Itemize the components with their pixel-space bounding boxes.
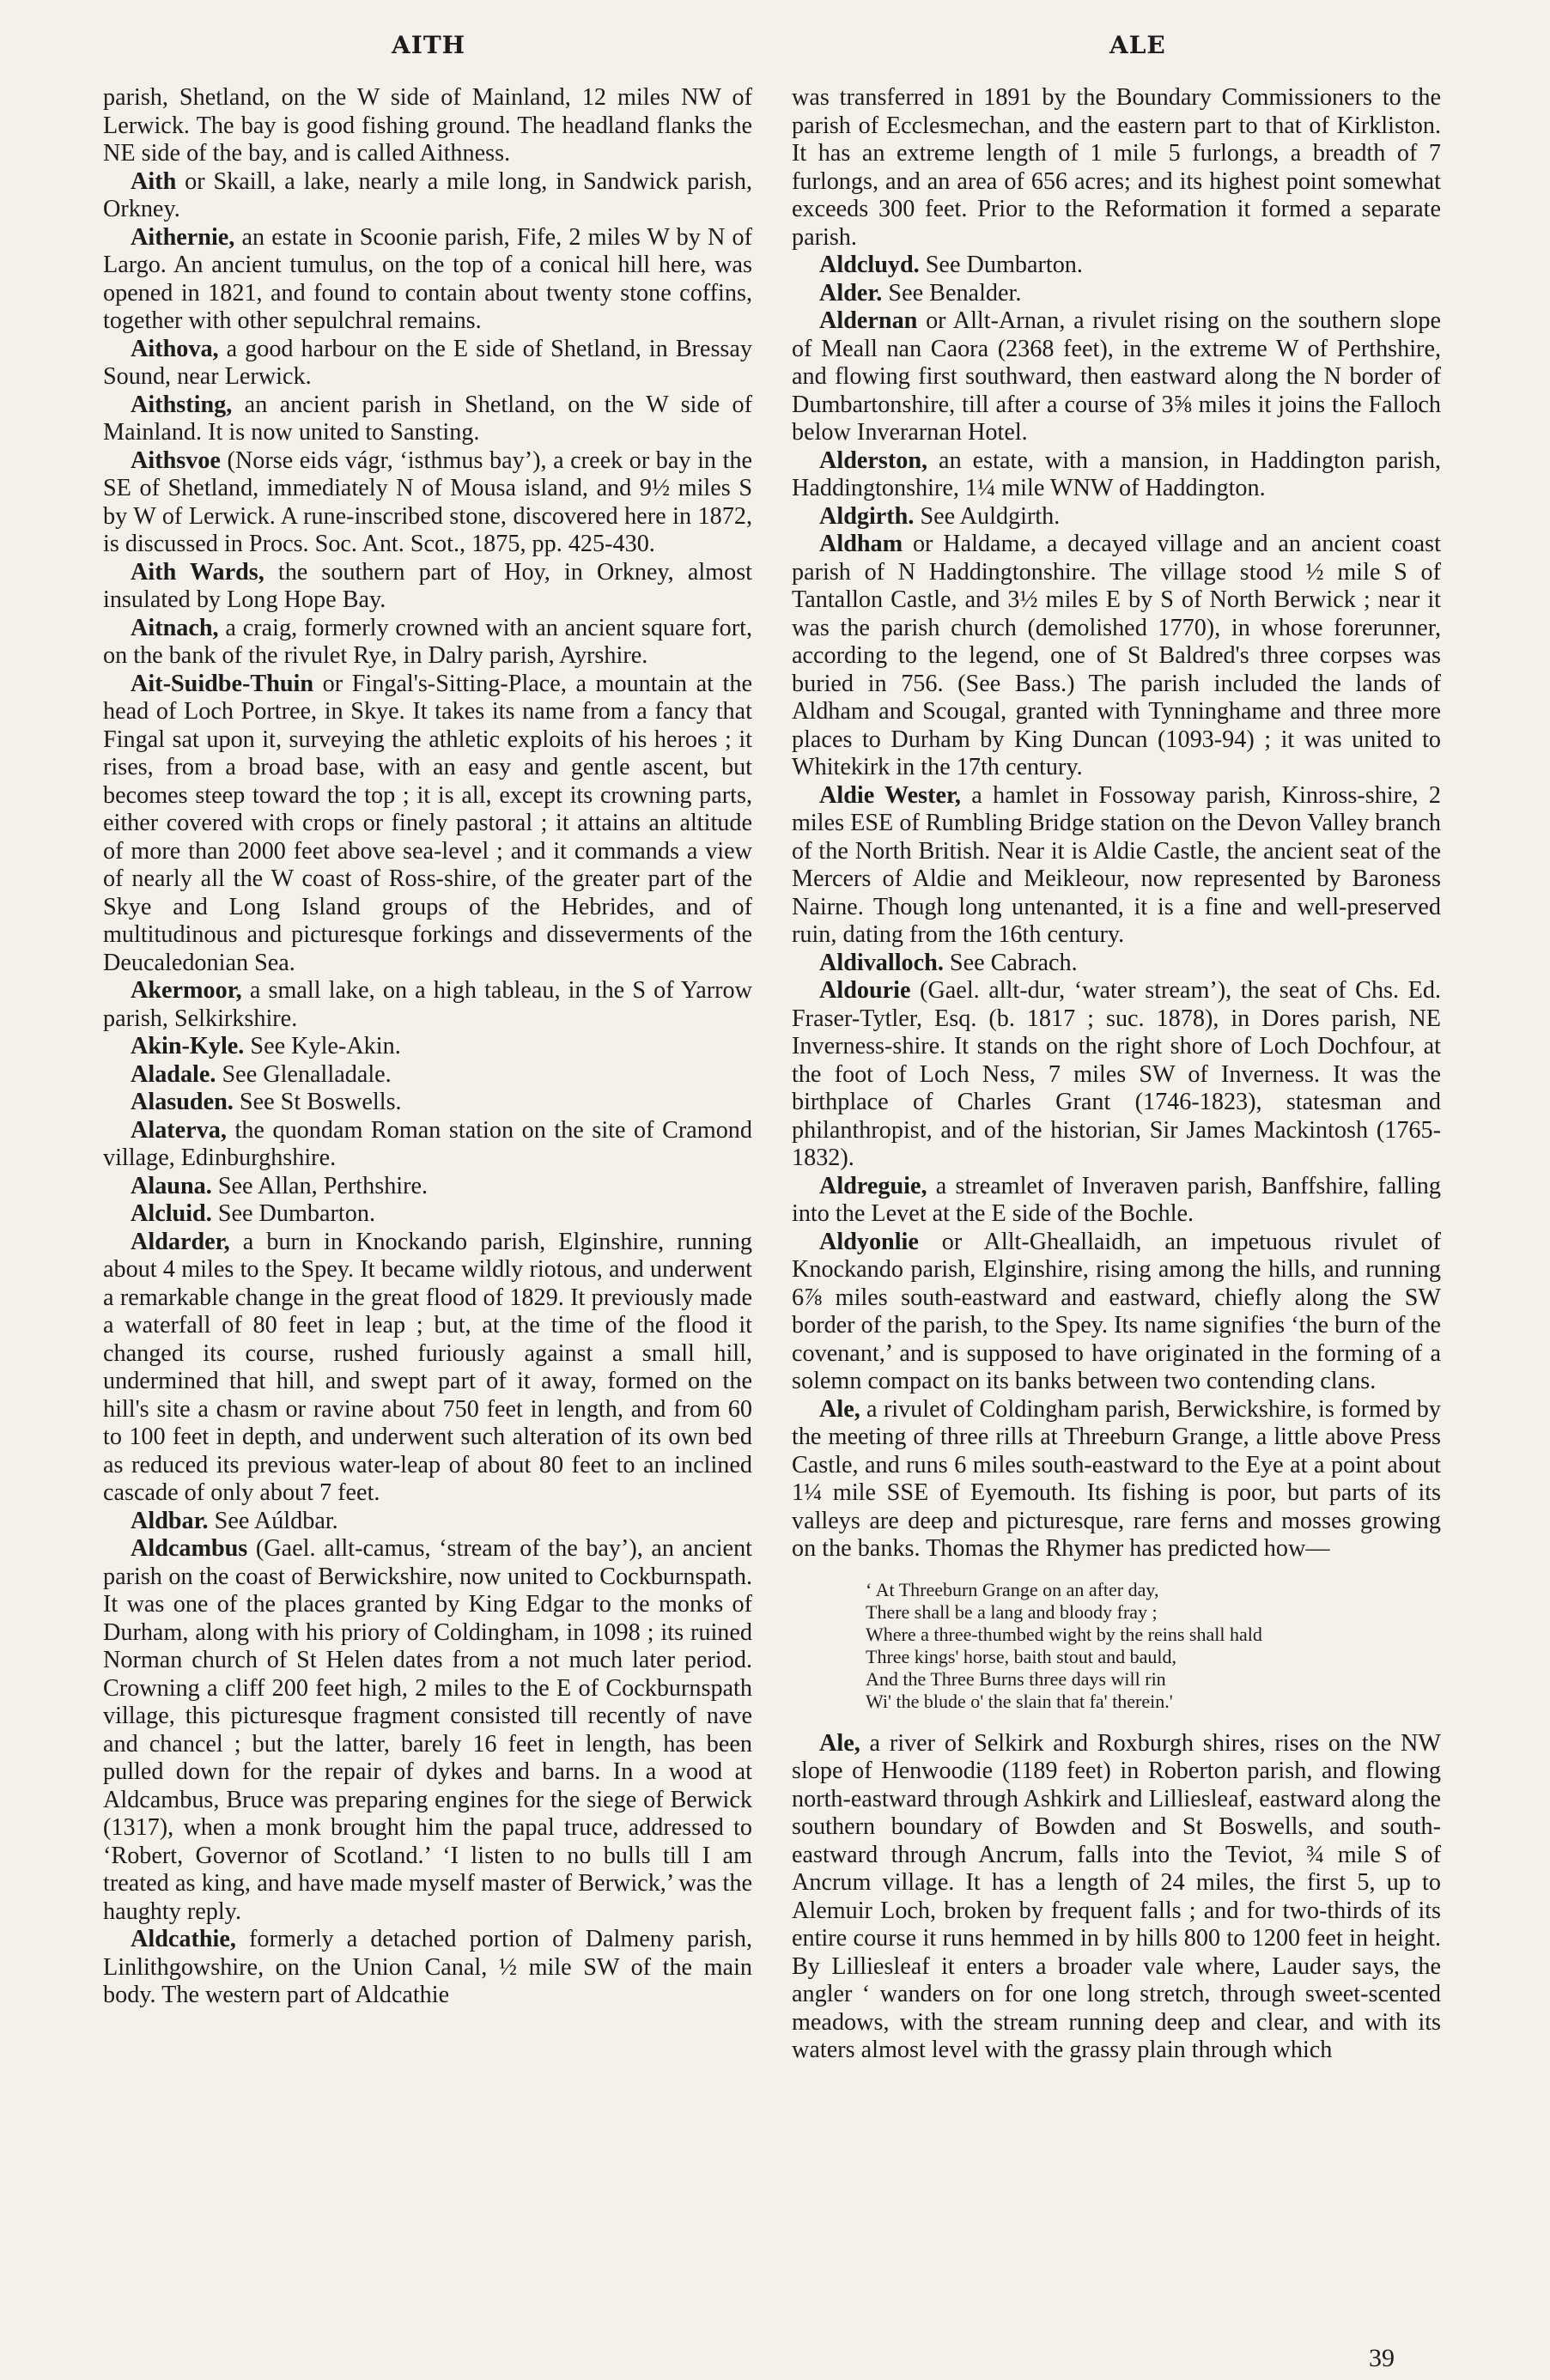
entry-headword: Aladale. — [131, 1060, 216, 1088]
entry-text: an estate in Scoonie parish, Fife, 2 miles W by N of Largo. An ancient tumulus, on the top of a conical hill here, was opened in 1821, and found to contain about twenty stone coffins, together with other sepulchral remains. — [103, 223, 752, 334]
entry-headword: Aldourie — [819, 977, 911, 1004]
gazetteer-entry — [792, 1173, 1441, 1229]
entry-text: a rivulet of Coldingham parish, Berwickshire, is formed by the meeting of three rills at Threeburn Grange, a little above Press Castle, and runs 6 miles south-eastward to the Eye at a point about 1¼ mile SSE of Eyemouth. Its fishing is poor, but parts of its valleys are deep and picturesque, rare ferns and mosses growing on the banks. Thomas the Rhymer has predicted how— — [792, 1395, 1441, 1562]
entry-headword: Aldcathie, — [131, 1926, 236, 1952]
gazetteer-entry — [103, 336, 752, 392]
entry-text: See Kyle-Akin. — [244, 1033, 401, 1059]
entry-text: See Allan, Perthshire. — [211, 1172, 429, 1199]
entry-text: a river of Selkirk and Roxburgh shires, rises on the NW slope of Henwoodie (1189 feet) in Roberton parish, and flowing north-eastward through Ashkirk and Lilliesleaf, eastward along the southern boundary of Bowden and St Boswells, and south-eastward through Ancrum, falls into the Teviot, ¾ mile S of Ancrum village. It has a length of 24 miles, the first 5, up to Alemuir Loch, broken by frequent falls ; and for two-thirds of its entire course it runs hemmed in by hills 800 to 1200 feet in height. By Lilliesleaf it enters a broader vale where, Lauder says, the angler ‘ wanders on for one long stretch, through sweet-scented meadows, with the stream running deep and clear, and with its waters almost level with the grassy plain through which — [792, 1729, 1441, 2063]
gazetteer-entry — [792, 84, 1441, 252]
gazetteer-entry — [103, 84, 752, 168]
gazetteer-entry — [103, 1117, 752, 1173]
entry-headword: Ale, — [819, 1395, 860, 1423]
entry-headword: Alcluid. — [131, 1200, 212, 1227]
entry-headword: Aldyonlie — [819, 1228, 919, 1255]
entry-text: the quondam Roman station on the site of Cramond village, Edinburghshire. — [103, 1116, 752, 1171]
entry-text: formerly a detached portion of Dalmeny parish, Linlithgowshire, on the Union Canal, ½ mile SW of the main body. The western part of Aldcathie — [103, 1926, 752, 2008]
verse-line: Wi' the blude o' the slain that fa' therein.' — [866, 1690, 1173, 1712]
entry-headword: Ale, — [819, 1729, 860, 1757]
verse-line: There shall be a lang and bloody fray ; — [866, 1600, 1158, 1623]
entry-text: an estate, with a mansion, in Haddington parish, Haddingtonshire, 1¼ mile WNW of Haddington. — [792, 446, 1441, 501]
entry-headword: Aithova, — [131, 335, 219, 362]
entry-headword: Alasuden. — [131, 1089, 234, 1115]
entry-headword: Akin-Kyle. — [131, 1033, 245, 1059]
entry-headword: Aldcambus — [131, 1535, 248, 1562]
gazetteer-entry — [792, 782, 1441, 950]
entry-text: parish, Shetland, on the W side of Mainland, 12 miles NW of Lerwick. The bay is good fishing ground. The headland flanks the NE side of the bay, and is called Aithness. — [103, 84, 752, 167]
entry-headword: Alder. — [819, 279, 883, 307]
entry-text: a burn in Knockando parish, Elginshire, running about 4 miles to the Spey. It became wildly riotous, and underwent a remarkable change in the great flood of 1829. It previously made a waterfall of 80 feet in leap ; but, at the time of the flood it changed its course, rushed furiously against a small hill, undermined that hill, and swept part of it away, formed on the hill's site a chasm or ravine about 750 feet in length, and from 60 to 100 feet in depth, and underwent such alteration of its own bed as reduced its previous water-leap of about 80 feet to an inclined cascade of only about 7 feet. — [103, 1228, 752, 1506]
gazetteer-entry — [792, 1229, 1441, 1396]
gazetteer-entry — [103, 1508, 752, 1536]
entry-headword: Aith — [131, 167, 177, 195]
verse-line: Where a three-thumbed wight by the reins shall hald — [866, 1623, 1262, 1645]
entry-headword: Aldreguie, — [819, 1172, 927, 1199]
gazetteer-entry — [792, 531, 1441, 782]
entry-headword: Ait-Suidbe-Thuin — [131, 670, 314, 697]
gazetteer-entry — [103, 1173, 752, 1201]
gazetteer-entry — [103, 671, 752, 978]
entry-headword: Aitnach, — [131, 614, 219, 641]
running-head-left: AITH — [392, 31, 466, 59]
gazetteer-entry — [103, 392, 752, 447]
entry-text: (Gael. allt-camus, ‘stream of the bay’), an ancient parish on the coast of Berwickshire, now united to Cockburnspath. It was one of the places granted by King Edgar to the monks of Durham, along with his priory of Coldingham, in 1098 ; its ruined Norman church of St Helen dates from a not much later period. Crowning a cliff 200 feet high, 2 miles to the E of Cockburnspath village, this picturesque fragment consisted till recently of nave and chancel ; but the latter, barely 16 feet in length, has been pulled down for the repair of dykes and barns. In a wood at Aldcambus, Bruce was preparing engines for the siege of Berwick (1317), when a monk brought him the papal truce, addressed to ‘Robert, Governor of Scotland.’ ‘I listen to no bulls till I am treated as king, and have made myself master of Berwick,’ was the haughty reply. — [103, 1535, 752, 1925]
running-head-right: ALE — [1109, 31, 1166, 59]
entry-text: or Allt-Arnan, a rivulet rising on the southern slope of Meall nan Caora (2368 feet), in the extreme W of Perthshire, and flowing first southward, then eastward along the N border of Dumbartonshire, till after a course of 3⅝ miles it joins the Falloch below Inverarnan Hotel. — [792, 307, 1441, 446]
entry-text: See Cabrach. — [943, 949, 1078, 976]
gazetteer-entry — [103, 559, 752, 615]
entry-text: See Benalder. — [882, 279, 1022, 307]
entry-headword: Aithsvoe — [131, 446, 221, 474]
entry-headword: Aldbar. — [131, 1507, 209, 1534]
gazetteer-entry — [792, 280, 1441, 308]
gazetteer-entry — [792, 1730, 1441, 2065]
gazetteer-entry — [103, 1089, 752, 1117]
gazetteer-entry — [103, 224, 752, 336]
entry-text: a craig, formerly crowned with an ancient square fort, on the bank of the rivulet Rye, in Dalry parish, Ayrshire. — [103, 614, 752, 669]
gazetteer-entry — [103, 1033, 752, 1061]
entry-text: the southern part of Hoy, in Orkney, almost insulated by Long Hope Bay. — [103, 558, 752, 613]
right-column-entries — [792, 84, 1441, 1563]
entry-text: See Dumbarton. — [919, 252, 1083, 278]
entry-headword: Aldgirth. — [819, 502, 915, 530]
gazetteer-entry — [792, 1396, 1441, 1563]
entry-text: an ancient parish in Shetland, on the W side of Mainland. It is now united to Sansting. — [103, 391, 752, 446]
gazetteer-entry — [792, 503, 1441, 531]
verse-line: And the Three Burns three days will rin — [866, 1667, 1166, 1690]
entry-headword: Aldivalloch. — [819, 949, 944, 976]
gazetteer-entry — [103, 168, 752, 224]
entry-text: a hamlet in Fossoway parish, Kinross-shire, 2 miles ESE of Rumbling Bridge station on the Devon Valley branch of the North British. Near it is Aldie Castle, the ancient seat of the Mercers of Aldie and Meikleour, now represented by Baroness Nairne. Though long untenanted, it is a fine and well-preserved ruin, dating from the 16th century. — [792, 781, 1441, 948]
entry-text: a streamlet of Inveraven parish, Banffshire, falling into the Levet at the E side of the Bochle. — [792, 1172, 1441, 1227]
entry-headword: Aldernan — [819, 307, 918, 334]
entry-text: (Norse eids vágr, ‘isthmus bay’), a creek or bay in the SE of Shetland, immediately N of Mousa island, and 9½ miles S by W of Lerwick. A rune-inscribed stone, discovered here in 1872, is discussed in Procs. Soc. Ant. Scot., 1875, pp. 425-430. — [103, 446, 752, 557]
entry-text: See St Boswells. — [233, 1089, 402, 1115]
gazetteer-entry — [792, 950, 1441, 978]
entry-headword: Alauna. — [131, 1172, 212, 1199]
entry-text: was transferred in 1891 by the Boundary Commissioners to the parish of Ecclesmechan, and the eastern part to that of Kirkliston. It has an extreme length of 1 mile 5 furlongs, a breadth of 7 furlongs, and an area of 656 acres; and its highest point somewhat exceeds 300 feet. Prior to the Reformation it formed a separate parish. — [792, 84, 1441, 251]
entry-headword: Aithsting, — [131, 391, 233, 418]
entry-text: See Glenalladale. — [216, 1060, 392, 1088]
entry-headword: Aith Wards, — [131, 558, 264, 586]
gazetteer-entry — [103, 1926, 752, 2010]
gazetteer-entry — [103, 1535, 752, 1926]
entry-text: or Skaill, a lake, nearly a mile long, in Sandwick parish, Orkney. — [103, 167, 752, 222]
verse-line: Three kings' horse, baith stout and bauld, — [866, 1645, 1177, 1667]
entry-headword: Alaterva, — [131, 1116, 227, 1144]
entry-text: or Haldame, a decayed village and an ancient coast parish of N Haddingtonshire. The village stood ½ mile S of Tantallon Castle, and 3½ miles E by S of North Berwick ; near it was the parish church (demolished 1770), in whose forerunner, according to the legend, one of St Baldred's three corpses was buried in 756. (See Bass.) The parish included the lands of Aldham and Scougal, granted with Tynninghame and three more places to Durham by King Duncan (1093-94) ; it was united to Whitekirk in the 17th century. — [792, 531, 1441, 780]
gazetteer-entry — [103, 977, 752, 1033]
entry-headword: Aldarder, — [131, 1228, 230, 1255]
entry-headword: Aldie Wester, — [819, 781, 961, 809]
right-column — [792, 84, 1441, 2065]
entry-headword: Akermoor, — [131, 977, 242, 1004]
gazetteer-entry — [103, 615, 752, 671]
entry-text: See Aúldbar. — [208, 1507, 338, 1534]
gazetteer-entry — [103, 1200, 752, 1229]
entry-headword: Aldham — [819, 531, 903, 557]
gazetteer-entry — [792, 252, 1441, 280]
entry-text: or Fingal's-Sitting-Place, a mountain at the head of Loch Portree, in Skye. It takes its name from a fancy that Fingal sat upon it, surveying the athletic exploits of his heroes ; it rises, from a broad base, with an easy and gentle ascent, but becomes steep toward the top ; it is all, except its crowning parts, either covered with crops or finely pastoral ; it attains an altitude of more than 2000 feet above sea-level ; and it commands a view of nearly all the W coast of Ross-shire, of the greater part of the Skye and Long Island groups of the Hebrides, and of multitudinous and picturesque forkings and disseverments of the Deucaledonian Sea. — [103, 670, 752, 976]
entry-text: a good harbour on the E side of Shetland, in Bressay Sound, near Lerwick. — [103, 335, 752, 390]
entry-text: See Auldgirth. — [914, 502, 1061, 530]
left-column — [103, 84, 752, 2010]
gazetteer-entry — [103, 1061, 752, 1090]
gazetteer-entry — [792, 977, 1441, 1173]
entry-text: See Dumbarton. — [211, 1200, 375, 1227]
page-number: 39 — [1369, 2344, 1395, 2372]
entry-text: or Allt-Gheallaidh, an impetuous rivulet of Knockando parish, Elginshire, rising among the hills, and running 6⅞ miles south-eastward and eastward, chiefly along the SW border of the parish, to the Spey. Its name signifies ‘the burn of the covenant,’ and is supposed to have originated in the forming of a solemn compact on its banks between two contending clans. — [792, 1228, 1441, 1394]
verse-line: ‘ At Threeburn Grange on an after day, — [866, 1578, 1159, 1600]
gazetteer-entry — [792, 307, 1441, 447]
entry-text: (Gael. allt-dur, ‘water stream’), the seat of Chs. Ed. Fraser-Tytler, Esq. (b. 1817 ; suc. 1878), in Dores parish, NE Inverness-shire. It stands on the right shore of Loch Dochfour, at the foot of Loch Ness, 7 miles SW of Inverness. It was the birthplace of Charles Grant (1746-1823), statesman and philanthropist, and of the historian, Sir James Mackintosh (1765-1832). — [792, 977, 1441, 1171]
rhymer-verse — [792, 1579, 1441, 1713]
right-column-entries-after-verse — [792, 1730, 1441, 2065]
gazetteer-entry — [103, 447, 752, 559]
gazetteer-entry — [103, 1229, 752, 1508]
entry-headword: Alderston, — [819, 446, 928, 474]
entry-text: a small lake, on a high tableau, in the S of Yarrow parish, Selkirkshire. — [103, 977, 752, 1032]
entry-headword: Aldcluyd. — [819, 252, 920, 278]
entry-headword: Aithernie, — [131, 223, 235, 251]
gazetteer-entry — [792, 447, 1441, 503]
